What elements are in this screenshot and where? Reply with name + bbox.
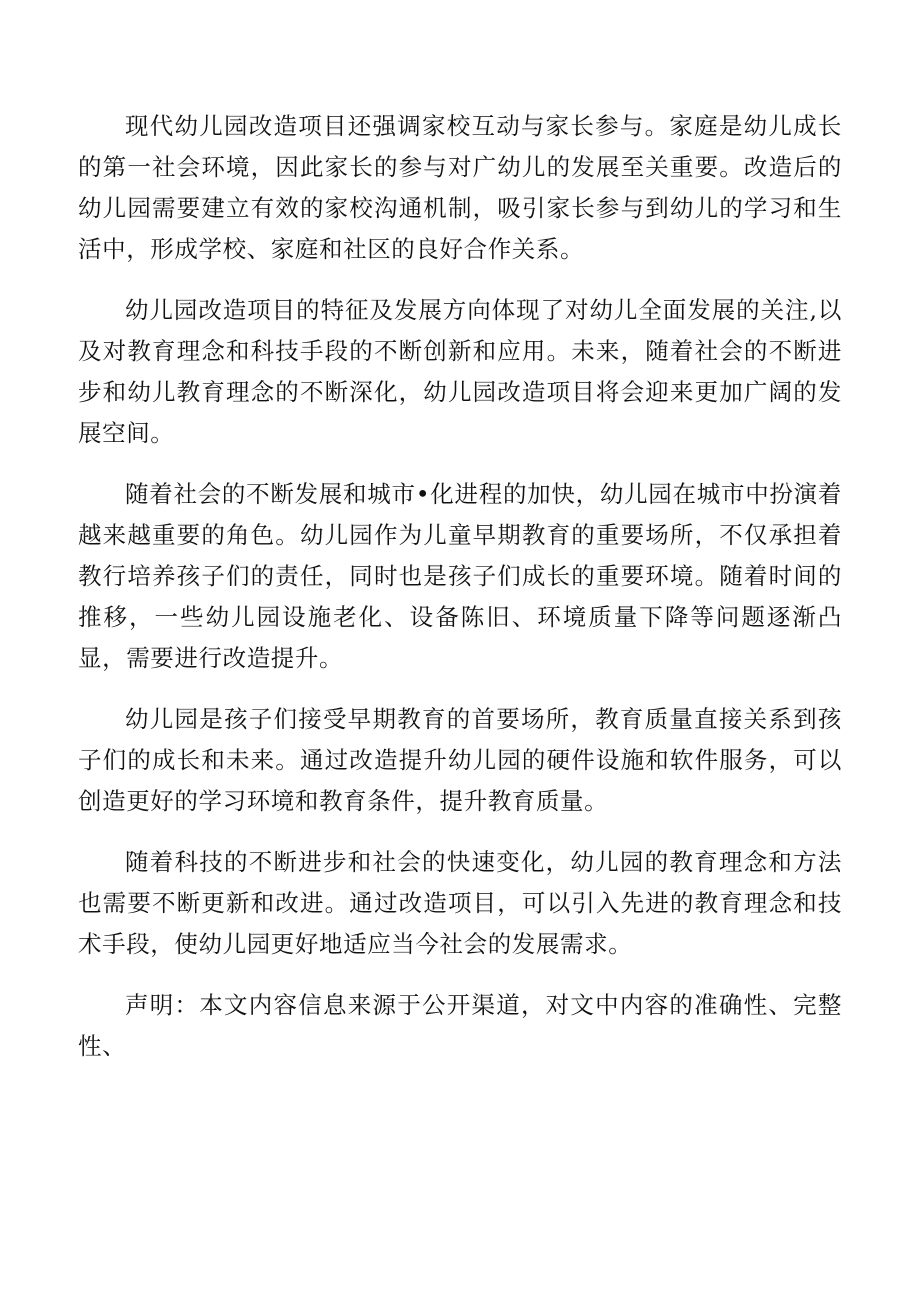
paragraph-4: 幼儿园是孩子们接受早期教育的首要场所，教育质量直接关系到孩子们的成长和未来。通过改造提升幼儿园的硬件设施和软件服务，可以创造更好的学习环境和教育条件，提升教育质量。 [78, 705, 842, 815]
paragraph-2: 幼儿园改造项目的特征及发展方向体现了对幼儿全面发展的关注,以及对教育理念和科技手段的不断创新和应用。未来，随着社会的不断进步和幼儿教育理念的不断深化，幼儿园改造项目将会迎来更加广阔的发展空间。 [78, 296, 842, 447]
document-body [78, 106, 842, 1067]
paragraph-5: 随着科技的不断进步和社会的快速变化，幼儿园的教育理念和方法也需要不断更新和改进。通过改造项目，可以引入先进的教育理念和技术手段，使幼儿园更好地适应当今社会的发展需求。 [78, 848, 842, 958]
disclaimer-paragraph: 声明：本文内容信息来源于公开渠道，对文中内容的准确性、完整性、 [78, 991, 842, 1060]
paragraph-1: 现代幼儿园改造项目还强调家校互动与家长参与。家庭是幼儿成长的第一社会环境，因此家长的参与对广幼儿的发展至关重要。改造后的幼儿园需要建立有效的家校沟通机制，吸引家长参与到幼儿的学习和生活中，形成学校、家庭和社区的良好合作关系。 [78, 112, 842, 263]
paragraph-3: 随着社会的不断发展和城市•化进程的加快，幼儿园在城市中扮演着越来越重要的角色。幼儿园作为儿童早期教育的重要场所，不仅承担着教行培养孩子们的责任，同时也是孩子们成长的重要环境。随着时间的推移，一些幼儿园设施老化、设备陈旧、环境质量下降等问题逐渐凸显，需要进行改造提升。 [78, 480, 842, 672]
